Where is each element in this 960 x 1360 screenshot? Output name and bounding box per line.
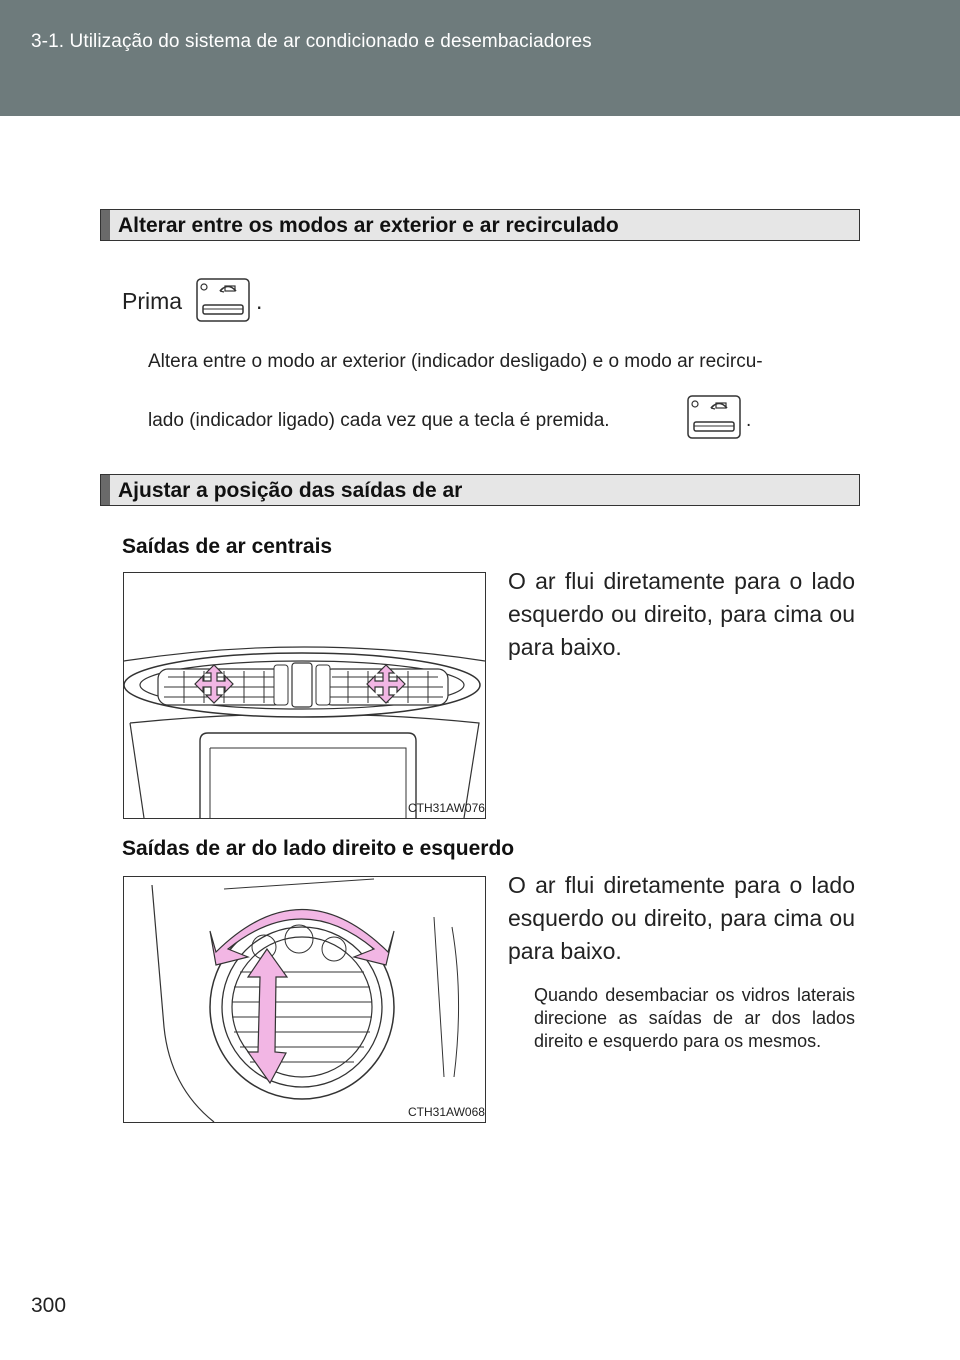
press-instruction <box>122 288 182 315</box>
section-path: 3-1. Utilização do sistema de ar condicionado e desembaciadores <box>31 31 592 52</box>
section-bar-vent-position <box>100 474 860 506</box>
side-vents-heading: Saídas de ar do lado direito e esquerdo <box>122 837 515 860</box>
center-vents-heading: Saídas de ar centrais <box>122 535 333 558</box>
section-bar-accent <box>101 210 110 240</box>
recirculation-button-icon <box>196 278 250 322</box>
center-vents-illustration <box>124 573 485 818</box>
side-vents-text: O ar flui diretamente para o lado esquerdo ou direito, para cima ou para baixo. <box>508 872 855 964</box>
center-vents-figure <box>123 572 486 819</box>
recirculation-button-icon <box>686 395 742 439</box>
description-period: . <box>746 410 752 431</box>
figure-code-side: CTH31AW068 <box>408 1105 485 1119</box>
press-text: Prima <box>122 288 183 314</box>
description-line-1: Altera entre o modo ar exterior (indicador desligado) e o modo ar recircu- <box>148 351 763 372</box>
side-vents-illustration <box>124 877 485 1122</box>
section-title-air-mode: Alterar entre os modos ar exterior e ar recirculado <box>118 214 619 237</box>
press-period: . <box>256 288 263 314</box>
figure-code-center: CTH31AW076 <box>408 801 485 815</box>
section-bar-accent <box>101 475 110 505</box>
page-number: 300 <box>31 1294 67 1317</box>
section-title-vent-position: Ajustar a posição das saídas de ar <box>118 479 463 502</box>
description-line-2: lado (indicador ligado) cada vez que a tecla é premida. <box>148 410 610 431</box>
center-vents-text: O ar flui diretamente para o lado esquerdo ou direito, para cima ou para baixo. <box>508 568 855 660</box>
side-vents-note: Quando desembaciar os vidros laterais direcione as saídas de ar dos lados direito e esquerdo para os mesmos. <box>534 985 855 1051</box>
section-bar-air-mode <box>100 209 860 241</box>
header-band <box>0 0 960 116</box>
side-vents-figure <box>123 876 486 1123</box>
